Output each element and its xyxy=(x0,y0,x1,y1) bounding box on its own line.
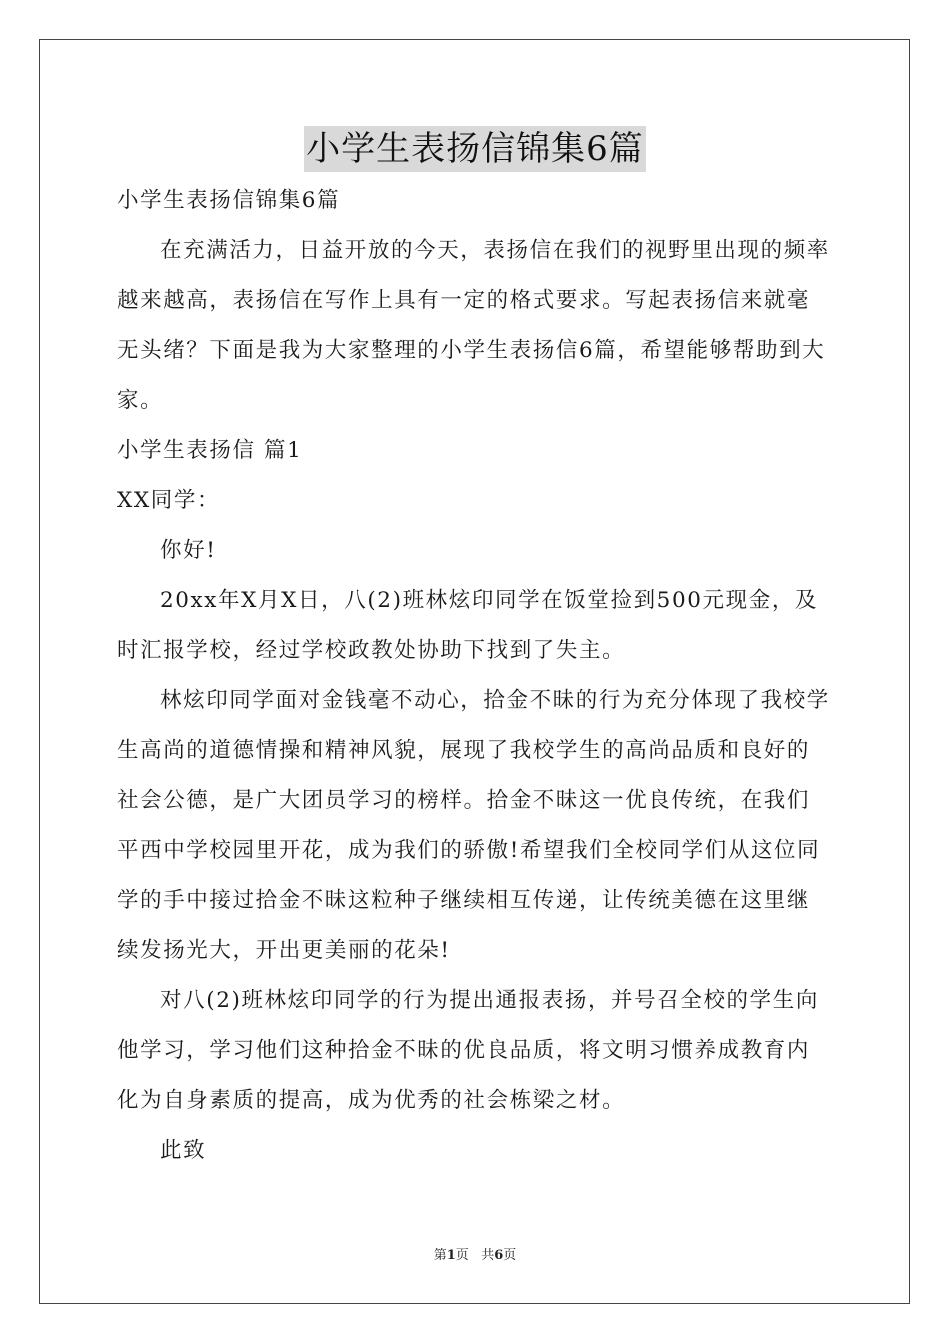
title-wrap xyxy=(0,126,950,172)
footer-page-suffix: 页 xyxy=(455,1248,469,1263)
body-paragraph-3: 对八(2)班林炫印同学的行为提出通报表扬，并号召全校的学生向他学习，学习他们这种拾金不昧的优良品质，将文明习惯养成教育内化为自身素质的提高，成为优秀的社会栋梁之材。 xyxy=(117,988,819,1113)
section-heading: 小学生表扬信 篇1 xyxy=(117,438,303,463)
footer-total-prefix: 共 xyxy=(481,1248,495,1263)
footer-page-prefix: 第 xyxy=(433,1248,447,1263)
intro-paragraph: 在充满活力，日益开放的今天，表扬信在我们的视野里出现的频率越来越高，表扬信在写作上具有一定的格式要求。写起表扬信来就毫无头绪？下面是我为大家整理的小学生表扬信6篇，希望能够帮助到大家。 xyxy=(117,238,830,413)
document-body xyxy=(117,176,833,1176)
greeting: 你好! xyxy=(160,538,217,563)
footer-page-number: 1 xyxy=(446,1248,456,1263)
footer-total-suffix: 页 xyxy=(503,1248,517,1263)
page-footer xyxy=(0,1244,950,1263)
salutation: XX同学： xyxy=(117,488,221,513)
closing: 此致 xyxy=(160,1138,207,1163)
subtitle-line: 小学生表扬信锦集6篇 xyxy=(117,188,341,213)
document-title: 小学生表扬信锦集6篇 xyxy=(304,126,646,172)
footer-total-pages: 6 xyxy=(494,1248,504,1263)
body-paragraph-2: 林炫印同学面对金钱毫不动心，拾金不昧的行为充分体现了我校学生高尚的道德情操和精神风貌，展现了我校学生的高尚品质和良好的社会公德，是广大团员学习的榜样。拾金不昧这一优良传统，在我们平西中学校园里开花，成为我们的骄傲!希望我们全校同学们从这位同学的手中接过拾金不昧这粒种子继续相互传递，让传统美德在这里继续发扬光大，开出更美丽的花朵! xyxy=(117,688,830,963)
body-paragraph-1: 20xx年X月X日，八(2)班林炫印同学在饭堂捡到500元现金，及时汇报学校，经过学校政教处协助下找到了失主。 xyxy=(117,588,819,663)
